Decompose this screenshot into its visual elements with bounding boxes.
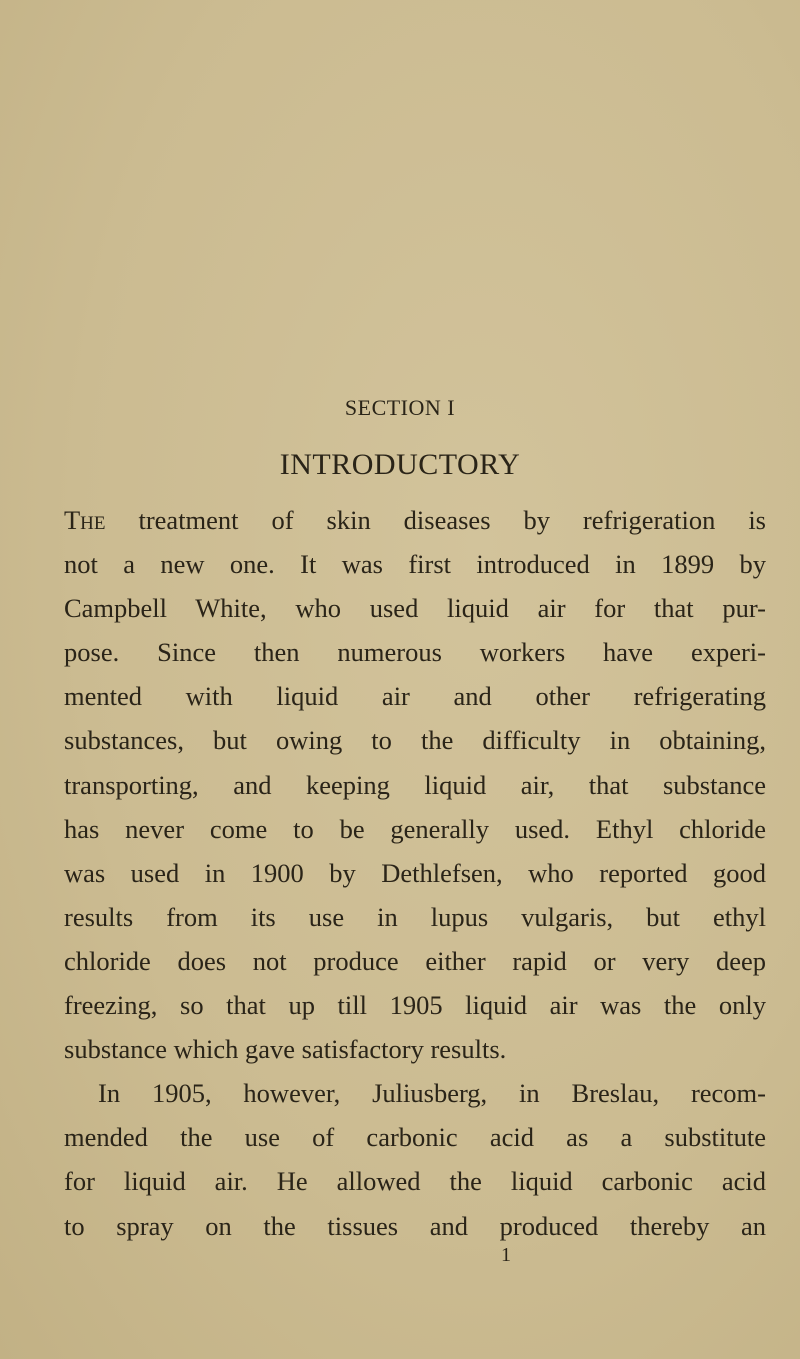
- chapter-title: INTRODUCTORY: [279, 448, 521, 481]
- text-line: for liquid air. He allowed the liquid carbonic acid: [64, 1166, 766, 1197]
- text-line: results from its use in lupus vulgaris, but ethyl: [64, 901, 766, 932]
- text-line: was used in 1900 by Dethlefsen, who reported good: [64, 857, 766, 888]
- first-word: The: [64, 505, 106, 535]
- page-number: 1: [501, 1244, 511, 1266]
- text-line: [64, 502, 766, 546]
- text-line: mented with liquid air and other refrigerating: [64, 681, 766, 712]
- body-text: [64, 502, 766, 1252]
- text-line: to spray on the tissues and produced thereby an: [64, 1210, 766, 1241]
- text-line-content: treatment of skin diseases by refrigeration is: [105, 505, 766, 535]
- text-line: mended the use of carbonic acid as a substitute: [64, 1122, 766, 1153]
- section-label: SECTION I: [344, 395, 456, 420]
- text-line: Campbell White, who used liquid air for that pur-: [64, 593, 766, 624]
- text-line: chloride does not produce either rapid or very deep: [64, 945, 766, 976]
- text-line: transporting, and keeping liquid air, that substance: [64, 769, 766, 800]
- text-line: freezing, so that up till 1905 liquid air was the only: [64, 990, 766, 1021]
- text-line: not a new one. It was first introduced in 1899 by: [64, 549, 766, 580]
- text-line: pose. Since then numerous workers have experi-: [64, 637, 766, 668]
- text-line: substance which gave satisfactory results.: [64, 1034, 507, 1065]
- text-line: substances, but owing to the difficulty in obtaining,: [64, 725, 766, 756]
- text-line: In 1905, however, Juliusberg, in Breslau, recom-: [98, 1078, 766, 1109]
- text-line: has never come to be generally used. Ethyl chloride: [64, 813, 766, 844]
